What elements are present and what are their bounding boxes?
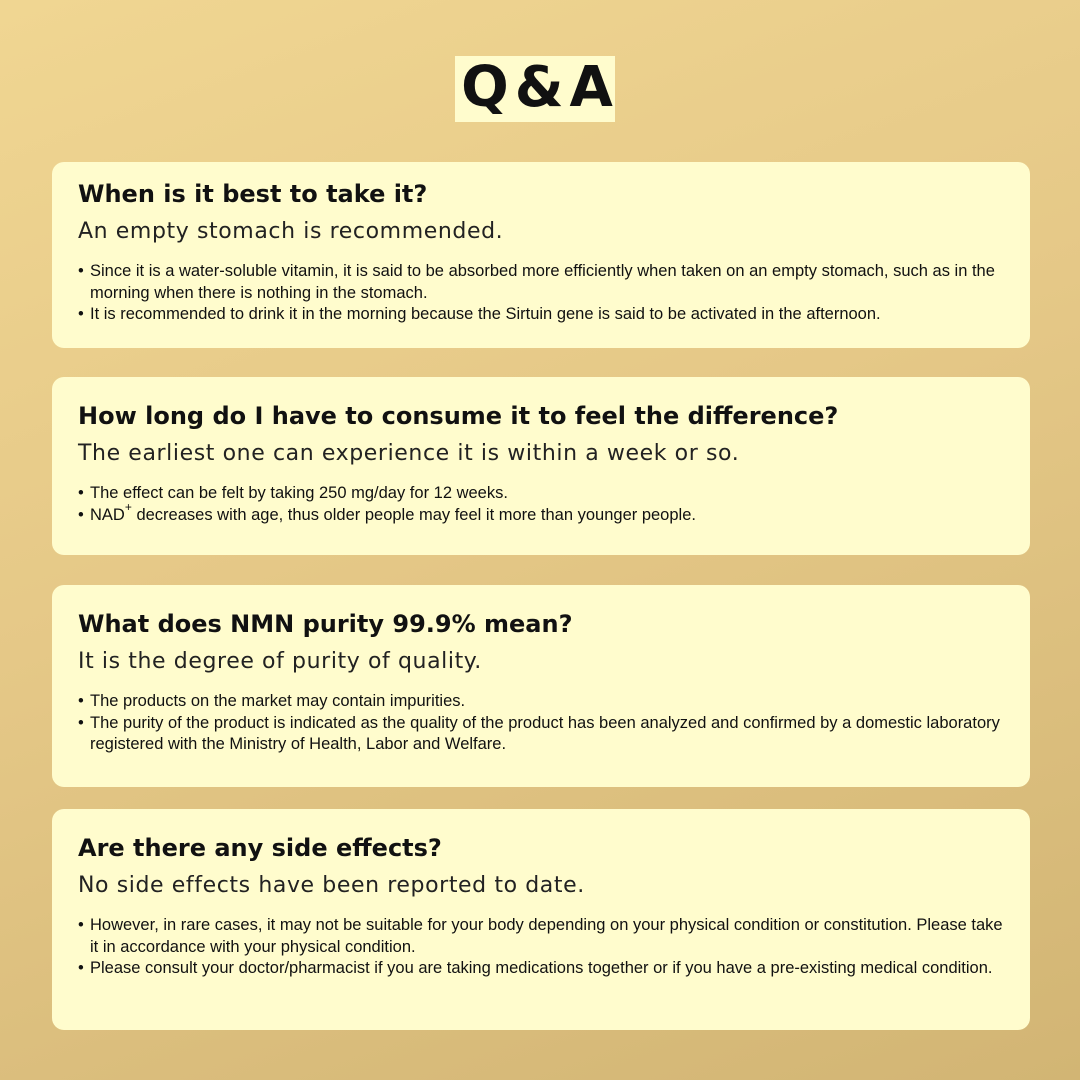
note-item: • The purity of the product is indicated as the quality of the product has been analyzed and confirmed by a domestic laboratory registered with the Ministry of Health, Labor and Welfare. [78,713,1008,756]
faq-card-2 [52,377,1030,555]
note-text: decreases with age, thus older people may feel it more than younger people. [136,505,696,524]
faq-answer: It is the degree of purity of quality. [78,649,482,674]
faq-question: How long do I have to consume it to feel the difference? [78,402,839,430]
nad-label: NAD [90,505,125,524]
faq-notes [78,691,1008,756]
faq-question: When is it best to take it? [78,180,428,208]
faq-card-1 [52,162,1030,348]
note-item: • The products on the market may contain impurities. [78,691,1008,713]
note-item [78,500,1008,527]
faq-notes [78,915,1008,980]
faq-answer: An empty stomach is recommended. [78,219,504,244]
faq-answer: The earliest one can experience it is within a week or so. [78,441,740,466]
note-item: • The effect can be felt by taking 250 mg/day for 12 weeks. [78,483,1008,505]
faq-answer: No side effects have been reported to date. [78,873,585,898]
note-item: • Please consult your doctor/pharmacist if you are taking medications together or if you have a pre-existing medical condition. [78,958,1008,980]
faq-question: What does NMN purity 99.9% mean? [78,610,573,638]
page-title: Q&A [461,55,619,120]
faq-card-4 [52,809,1030,1030]
note-item: • However, in rare cases, it may not be suitable for your body depending on your physical condition or constitution. Please take it in accordance with your physical condition. [78,915,1008,958]
nad-superscript: + [124,500,132,514]
faq-question: Are there any side effects? [78,834,442,862]
note-item: • Since it is a water-soluble vitamin, it is said to be absorbed more efficiently when taken on an empty stomach, such as in the morning when there is nothing in the stomach. [78,261,1008,304]
faq-card-3 [52,585,1030,787]
faq-notes [78,483,1008,526]
note-item: • It is recommended to drink it in the morning because the Sirtuin gene is said to be activated in the afternoon. [78,304,1008,326]
faq-notes [78,261,1008,326]
